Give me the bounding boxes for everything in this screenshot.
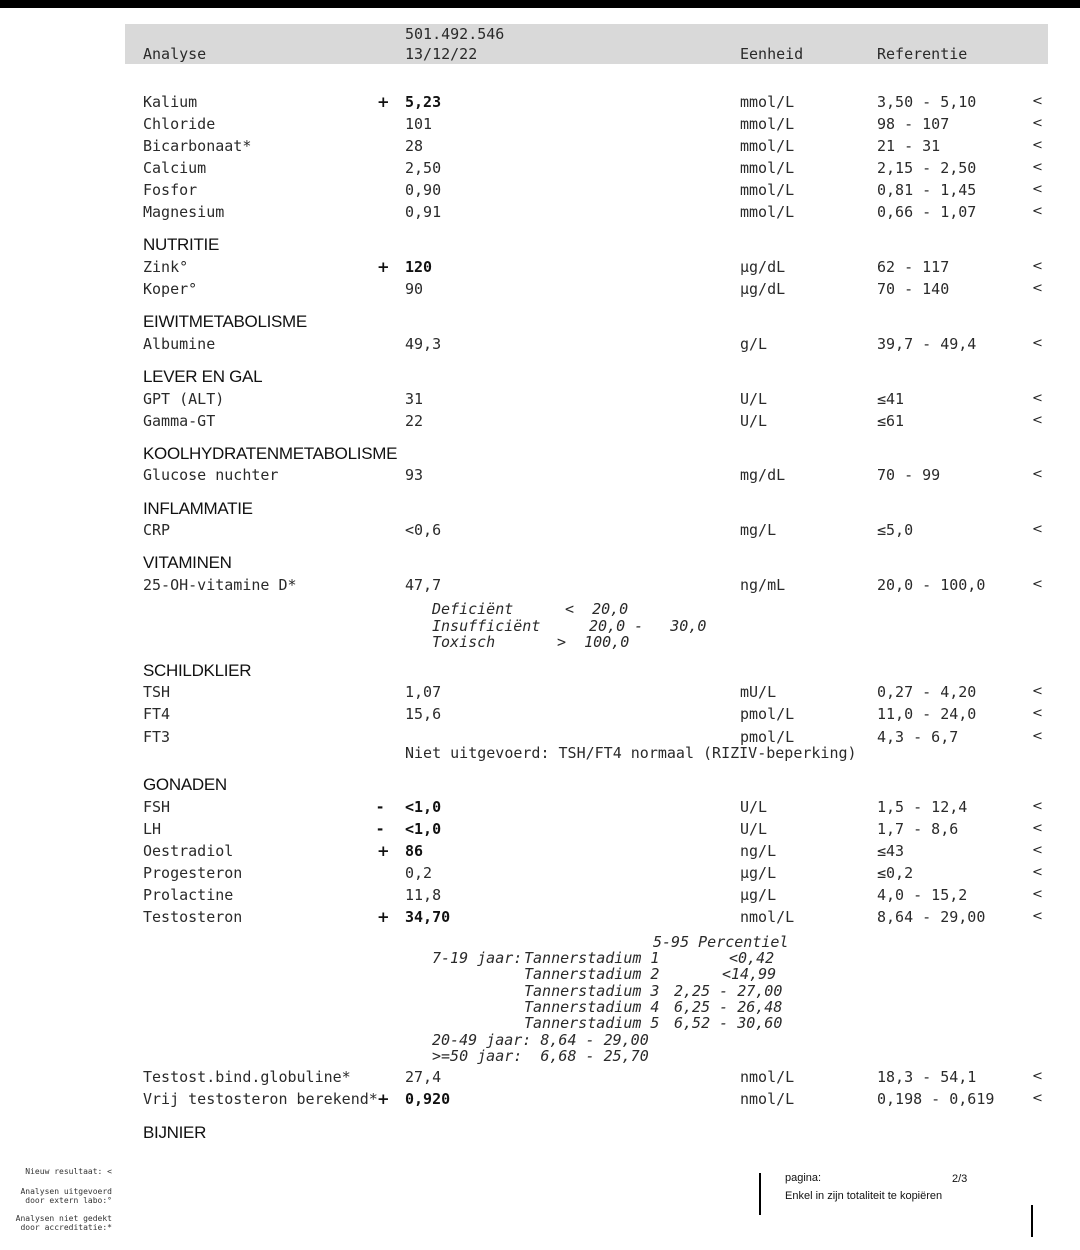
test-unit-chloride: mmol/L [740, 115, 795, 133]
test-unit-ft3: pmol/L [740, 728, 795, 746]
legend-new-result: Nieuw resultaat: < [25, 1167, 112, 1176]
test-name-ft4: FT4 [143, 705, 171, 723]
new-result-mark-koper: < [1032, 281, 1043, 296]
test-reference-testosteron: 8,64 - 29,00 [877, 908, 986, 926]
new-result-mark-vrijt: < [1032, 1091, 1043, 1106]
test-unit-crp: mg/L [740, 521, 777, 539]
test-value-magnesium: 0,91 [405, 203, 442, 221]
test-unit-ggt: U/L [740, 412, 768, 430]
abnormal-flag-vrijt: + [377, 1090, 390, 1108]
page-number: 2/3 [952, 1173, 968, 1185]
test-name-lh: LH [143, 820, 162, 838]
top-border [0, 0, 1080, 8]
test-reference-kalium: 3,50 - 5,10 [877, 93, 977, 111]
page-label: pagina: [785, 1172, 822, 1184]
section-koolhydratenmetabolisme: KOOLHYDRATENMETABOLISME [143, 444, 398, 463]
test-unit-magnesium: mmol/L [740, 203, 795, 221]
test-name-ggt: Gamma-GT [143, 412, 216, 430]
section-eiwitmetabolisme: EIWITMETABOLISME [143, 312, 307, 331]
test-value-zink: 120 [405, 258, 433, 276]
test-unit-oestradiol: ng/L [740, 842, 777, 860]
test-name-prolactine: Prolactine [143, 886, 234, 904]
test-value-gpt: 31 [405, 390, 424, 408]
test-unit-shbg: nmol/L [740, 1068, 795, 1086]
vitd-deficient-value: < 20,0 [565, 600, 629, 618]
new-result-mark-chloride: < [1032, 116, 1043, 131]
sample-id: 501.492.546 [405, 25, 505, 43]
new-result-mark-ft4: < [1032, 706, 1043, 721]
new-result-mark-tsh: < [1032, 684, 1043, 699]
test-unit-glucose: mg/dL [740, 466, 786, 484]
new-result-mark-bicarbonaat: < [1032, 138, 1043, 153]
legend-accred-line1: Analysen niet gedekt [15, 1214, 112, 1223]
test-unit-tsh: mU/L [740, 683, 777, 701]
new-result-mark-oestradiol: < [1032, 843, 1043, 858]
test-value-testosteron: 34,70 [405, 908, 451, 926]
test-value-calcium: 2,50 [405, 159, 442, 177]
test-reference-progesteron: ≤0,2 [877, 864, 914, 882]
test-reference-calcium: 2,15 - 2,50 [877, 159, 977, 177]
abnormal-flag-zink: + [377, 258, 390, 276]
testo-tanner-2-label: Tannerstadium 2 [524, 965, 660, 983]
test-unit-koper: µg/dL [740, 280, 786, 298]
test-value-prolactine: 11,8 [405, 886, 442, 904]
column-header-analyse: Analyse [143, 45, 207, 63]
test-reference-fsh: 1,5 - 12,4 [877, 798, 968, 816]
test-unit-vitd: ng/mL [740, 576, 786, 594]
new-result-mark-magnesium: < [1032, 204, 1043, 219]
test-value-glucose: 93 [405, 466, 424, 484]
test-name-gpt: GPT (ALT) [143, 390, 225, 408]
test-name-kalium: Kalium [143, 93, 198, 111]
test-reference-koper: 70 - 140 [877, 280, 950, 298]
test-reference-zink: 62 - 117 [877, 258, 950, 276]
section-vitaminen: VITAMINEN [143, 553, 232, 572]
new-result-mark-vitd: < [1032, 577, 1043, 592]
test-reference-ft4: 11,0 - 24,0 [877, 705, 977, 723]
test-name-oestradiol: Oestradiol [143, 842, 234, 860]
vitd-deficient-label: Deficiënt [432, 600, 514, 618]
test-value-koper: 90 [405, 280, 424, 298]
test-value-vrijt: 0,920 [405, 1090, 451, 1108]
new-result-mark-zink: < [1032, 259, 1043, 274]
test-reference-oestradiol: ≤43 [877, 842, 905, 860]
new-result-mark-kalium: < [1032, 94, 1043, 109]
legend-accred-line2: door accreditatie:* [20, 1223, 112, 1232]
test-value-lh: <1,0 [405, 820, 442, 838]
test-name-calcium: Calcium [143, 159, 207, 177]
test-unit-prolactine: µg/L [740, 886, 777, 904]
abnormal-flag-kalium: + [377, 93, 390, 111]
test-unit-fsh: U/L [740, 798, 768, 816]
testo-tanner-4-value: 6,25 - 26,48 [674, 998, 783, 1016]
test-name-testosteron: Testosteron [143, 908, 243, 926]
test-reference-ggt: ≤61 [877, 412, 905, 430]
test-unit-lh: U/L [740, 820, 768, 838]
test-reference-crp: ≤5,0 [877, 521, 914, 539]
test-reference-vrijt: 0,198 - 0,619 [877, 1090, 995, 1108]
test-reference-prolactine: 4,0 - 15,2 [877, 886, 968, 904]
testo-tanner-3-value: 2,25 - 27,00 [674, 982, 783, 1000]
test-name-shbg: Testost.bind.globuline* [143, 1068, 351, 1086]
test-value-albumine: 49,3 [405, 335, 442, 353]
test-name-vitd: 25-OH-vitamine D* [143, 576, 297, 594]
test-reference-ft3: 4,3 - 6,7 [877, 728, 959, 746]
new-result-mark-gpt: < [1032, 391, 1043, 406]
test-reference-vitd: 20,0 - 100,0 [877, 576, 986, 594]
test-name-magnesium: Magnesium [143, 203, 225, 221]
section-schildklier: SCHILDKLIER [143, 661, 252, 680]
testo-tanner-1-value: <0,42 [729, 949, 775, 967]
vitd-insufficient-value: 20,0 - 30,0 [589, 617, 707, 635]
test-value-shbg: 27,4 [405, 1068, 442, 1086]
test-unit-albumine: g/L [740, 335, 768, 353]
test-unit-ft4: pmol/L [740, 705, 795, 723]
section-inflammatie: INFLAMMATIE [143, 499, 253, 518]
testo-tanner-4-label: Tannerstadium 4 [524, 998, 660, 1016]
test-name-ft3: FT3 [143, 728, 171, 746]
column-header-unit: Eenheid [740, 45, 804, 63]
test-value-kalium: 5,23 [405, 93, 442, 111]
test-value-vitd: 47,7 [405, 576, 442, 594]
vitd-toxic-label: Toxisch [432, 633, 496, 651]
new-result-mark-prolactine: < [1032, 887, 1043, 902]
section-bijnier: BIJNIER [143, 1123, 207, 1142]
new-result-mark-fsh: < [1032, 799, 1043, 814]
test-unit-vrijt: nmol/L [740, 1090, 795, 1108]
test-name-zink: Zink° [143, 258, 189, 276]
test-reference-tsh: 0,27 - 4,20 [877, 683, 977, 701]
test-name-chloride: Chloride [143, 115, 216, 133]
new-result-mark-ft3: < [1032, 729, 1043, 744]
testo-age-50-plus: >=50 jaar: 6,68 - 25,70 [432, 1047, 649, 1065]
test-reference-lh: 1,7 - 8,6 [877, 820, 959, 838]
test-unit-calcium: mmol/L [740, 159, 795, 177]
test-value-crp: <0,6 [405, 521, 442, 539]
test-unit-gpt: U/L [740, 390, 768, 408]
footer-divider [759, 1173, 761, 1215]
sample-date: 13/12/22 [405, 45, 478, 63]
new-result-mark-crp: < [1032, 522, 1043, 537]
testo-age-20-49: 20-49 jaar: 8,64 - 29,00 [432, 1031, 649, 1049]
test-unit-progesteron: µg/L [740, 864, 777, 882]
new-result-mark-glucose: < [1032, 467, 1043, 482]
testo-tanner-2-value: <14,99 [722, 965, 777, 983]
test-reference-glucose: 70 - 99 [877, 466, 941, 484]
test-unit-zink: µg/dL [740, 258, 786, 276]
test-value-tsh: 1,07 [405, 683, 442, 701]
test-name-fosfor: Fosfor [143, 181, 198, 199]
test-name-albumine: Albumine [143, 335, 216, 353]
ft3-note: Niet uitgevoerd: TSH/FT4 normaal (RIZIV-beperking) [405, 744, 857, 762]
legend-extern-line1: Analysen uitgevoerd [20, 1187, 112, 1196]
test-name-fsh: FSH [143, 798, 171, 816]
test-value-ggt: 22 [405, 412, 424, 430]
test-value-chloride: 101 [405, 115, 433, 133]
testo-percentile-header: 5-95 Percentiel [653, 933, 789, 951]
test-reference-fosfor: 0,81 - 1,45 [877, 181, 977, 199]
test-value-oestradiol: 86 [405, 842, 424, 860]
test-name-tsh: TSH [143, 683, 171, 701]
new-result-mark-shbg: < [1032, 1069, 1043, 1084]
test-name-koper: Koper° [143, 280, 198, 298]
test-name-crp: CRP [143, 521, 171, 539]
abnormal-flag-lh: - [377, 820, 384, 838]
new-result-mark-lh: < [1032, 821, 1043, 836]
test-reference-magnesium: 0,66 - 1,07 [877, 203, 977, 221]
test-name-vrijt: Vrij testosteron berekend* [143, 1090, 378, 1108]
new-result-mark-fosfor: < [1032, 182, 1043, 197]
legend-extern-line2: door extern labo:° [25, 1196, 112, 1205]
test-value-fsh: <1,0 [405, 798, 442, 816]
vitd-toxic-value: > 100,0 [557, 633, 630, 651]
test-value-bicarbonaat: 28 [405, 137, 424, 155]
testo-tanner-3-label: Tannerstadium 3 [524, 982, 660, 1000]
new-result-mark-calcium: < [1032, 160, 1043, 175]
column-header-reference: Referentie [877, 45, 968, 63]
test-unit-bicarbonaat: mmol/L [740, 137, 795, 155]
test-reference-bicarbonaat: 21 - 31 [877, 137, 941, 155]
abnormal-flag-testosteron: + [377, 908, 390, 926]
test-name-glucose: Glucose nuchter [143, 466, 279, 484]
test-reference-shbg: 18,3 - 54,1 [877, 1068, 977, 1086]
copy-note: Enkel in zijn totaliteit te kopiëren [785, 1190, 943, 1202]
new-result-mark-progesteron: < [1032, 865, 1043, 880]
test-reference-chloride: 98 - 107 [877, 115, 950, 133]
test-unit-testosteron: nmol/L [740, 908, 795, 926]
testo-tanner-5-label: Tannerstadium 5 [524, 1014, 660, 1032]
test-unit-fosfor: mmol/L [740, 181, 795, 199]
section-nutritie: NUTRITIE [143, 235, 219, 254]
new-result-mark-ggt: < [1032, 413, 1043, 428]
test-name-bicarbonaat: Bicarbonaat* [143, 137, 252, 155]
footer-corner-mark [1031, 1205, 1033, 1237]
test-reference-gpt: ≤41 [877, 390, 905, 408]
section-gonaden: GONADEN [143, 775, 227, 794]
abnormal-flag-fsh: - [377, 798, 384, 816]
new-result-mark-testosteron: < [1032, 909, 1043, 924]
test-value-ft4: 15,6 [405, 705, 442, 723]
test-value-progesteron: 0,2 [405, 864, 433, 882]
testo-tanner-1-label: Tannerstadium 1 [524, 949, 660, 967]
test-reference-albumine: 39,7 - 49,4 [877, 335, 977, 353]
vitd-insufficient-label: Insufficiënt [432, 617, 541, 635]
test-name-progesteron: Progesteron [143, 864, 243, 882]
testo-age-7-19: 7-19 jaar: [432, 949, 523, 967]
test-unit-kalium: mmol/L [740, 93, 795, 111]
testo-tanner-5-value: 6,52 - 30,60 [674, 1014, 783, 1032]
test-value-fosfor: 0,90 [405, 181, 442, 199]
new-result-mark-albumine: < [1032, 336, 1043, 351]
abnormal-flag-oestradiol: + [377, 842, 390, 860]
section-lever-en-gal: LEVER EN GAL [143, 367, 263, 386]
